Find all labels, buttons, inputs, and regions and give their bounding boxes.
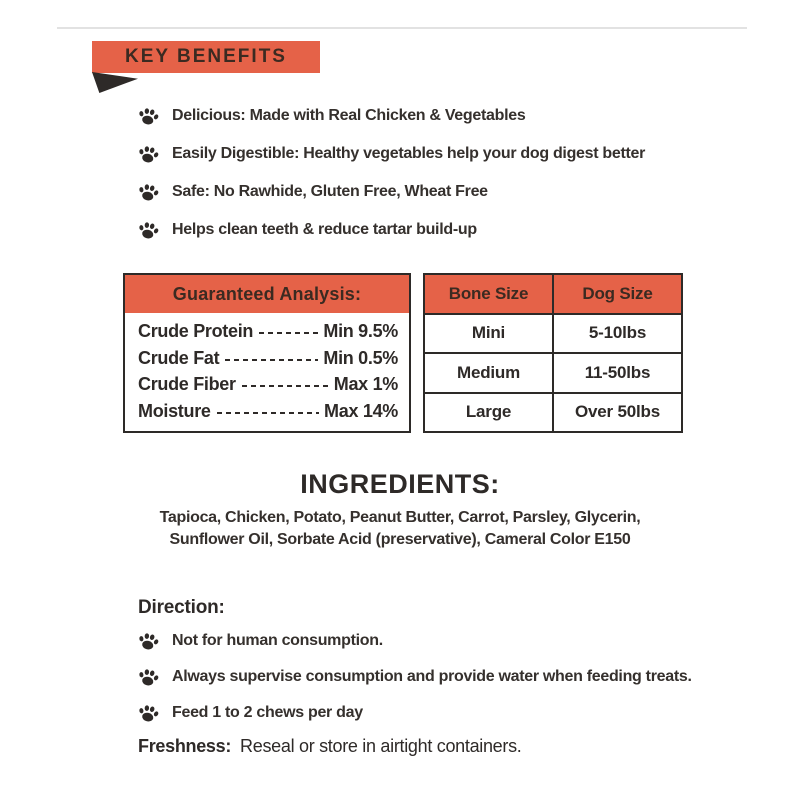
size-table-header-row xyxy=(425,275,681,313)
analysis-label: Crude Protein xyxy=(138,321,254,341)
paw-icon xyxy=(136,142,161,167)
size-table-row xyxy=(425,313,681,353)
banner-title: KEY BENEFITS xyxy=(125,46,287,67)
dotted-leader xyxy=(259,332,318,334)
paw-icon xyxy=(136,629,161,654)
freshness-label: Freshness: xyxy=(138,736,232,756)
analysis-value: Max 14% xyxy=(324,400,398,421)
bone-size-cell: Large xyxy=(465,402,512,422)
analysis-row xyxy=(138,321,398,342)
analysis-value: Max 1% xyxy=(333,374,398,395)
benefit-item xyxy=(138,219,645,241)
dog-size-cell: 11-50lbs xyxy=(552,354,681,392)
paw-icon xyxy=(136,180,161,205)
dotted-leader xyxy=(217,412,319,414)
ingredients-section xyxy=(0,469,800,551)
size-table-row xyxy=(425,352,681,392)
top-divider xyxy=(57,27,747,29)
benefit-text: Helps clean teeth & reduce tartar build-up xyxy=(172,221,477,238)
analysis-row xyxy=(138,401,398,422)
bone-dog-size-table xyxy=(423,273,683,433)
size-table-header-cell: Bone Size xyxy=(448,283,529,303)
ingredients-line: Sunflower Oil, Sorbate Acid (preservative), Cameral Color E150 xyxy=(169,531,631,548)
benefit-item xyxy=(138,105,645,127)
guaranteed-analysis-table xyxy=(123,273,411,433)
benefit-text: Easily Digestible: Healthy vegetables help your dog digest better xyxy=(172,145,646,162)
ingredients-text xyxy=(0,507,800,551)
direction-list xyxy=(138,630,692,724)
size-table-row xyxy=(425,392,681,432)
analysis-label: Crude Fiber xyxy=(138,374,236,395)
analysis-row xyxy=(138,348,398,369)
direction-text: Not for human consumption. xyxy=(172,632,383,649)
dog-size-cell: Over 50lbs xyxy=(552,394,681,432)
benefits-list xyxy=(138,105,645,241)
analysis-label: Moisture xyxy=(138,400,211,421)
paw-icon xyxy=(136,104,161,129)
benefit-text: Safe: No Rawhide, Gluten Free, Wheat Free xyxy=(172,183,488,200)
direction-text: Always supervise consumption and provide water when feeding treats. xyxy=(172,668,692,685)
freshness-text: Reseal or store in airtight containers. xyxy=(240,736,522,756)
freshness-note xyxy=(138,736,522,757)
guaranteed-analysis-title: Guaranteed Analysis: xyxy=(172,283,362,304)
dotted-leader xyxy=(242,385,329,387)
bone-size-cell: Medium xyxy=(456,362,521,382)
paw-icon xyxy=(136,701,161,726)
direction-section xyxy=(138,597,692,724)
bone-size-cell: Mini xyxy=(471,323,506,343)
analysis-row xyxy=(138,374,398,395)
size-table-header-cell: Dog Size xyxy=(552,275,681,313)
benefit-item xyxy=(138,143,645,165)
benefit-text: Delicious: Made with Real Chicken & Vegetables xyxy=(172,107,526,124)
dog-size-cell: 5-10lbs xyxy=(552,315,681,353)
direction-title: Direction: xyxy=(138,597,225,618)
direction-item xyxy=(138,702,692,724)
paw-icon xyxy=(136,665,161,690)
benefit-item xyxy=(138,181,645,203)
banner-fold-triangle xyxy=(92,72,138,93)
guaranteed-analysis-body xyxy=(125,313,409,431)
analysis-value: Min 0.5% xyxy=(323,347,398,368)
analysis-value: Min 9.5% xyxy=(323,321,398,341)
dotted-leader xyxy=(225,359,318,361)
paw-icon xyxy=(136,218,161,243)
direction-item xyxy=(138,630,692,652)
guaranteed-analysis-header xyxy=(125,275,409,313)
ingredients-title: INGREDIENTS: xyxy=(300,469,500,499)
key-benefits-banner xyxy=(92,41,320,73)
analysis-label: Crude Fat xyxy=(138,347,220,368)
direction-item xyxy=(138,666,692,688)
direction-text: Feed 1 to 2 chews per day xyxy=(172,704,363,721)
ingredients-line: Tapioca, Chicken, Potato, Peanut Butter, Carrot, Parsley, Glycerin, xyxy=(159,509,641,526)
